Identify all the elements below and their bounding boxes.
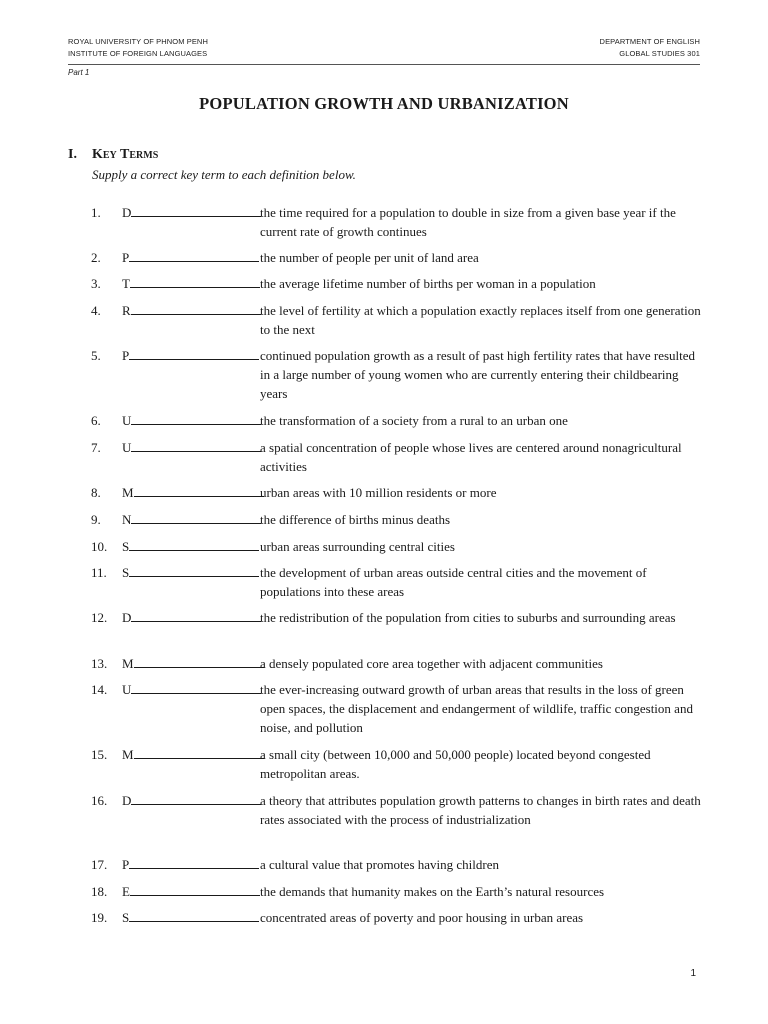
first-letter-hint: M — [122, 656, 134, 671]
item-number: 14. — [91, 682, 108, 697]
term-definition: continued population growth as a result of past high fertility rates that have resulted in a large number of young women who are currently entering their childbearing years — [260, 348, 696, 401]
item-number: 6. — [91, 413, 101, 428]
blank-line[interactable] — [131, 438, 261, 452]
answer-blank[interactable] — [122, 274, 260, 293]
first-letter-hint: T — [122, 276, 130, 291]
blank-line[interactable] — [131, 791, 261, 805]
first-letter-hint: M — [122, 747, 134, 762]
answer-blank[interactable] — [122, 203, 261, 222]
item-number: 3. — [91, 276, 101, 291]
answer-blank[interactable] — [122, 855, 259, 874]
item-number: 1. — [91, 205, 101, 220]
blank-line[interactable] — [129, 248, 259, 262]
course-name: GLOBAL STUDIES 301 — [619, 49, 700, 58]
first-letter-hint: P — [122, 348, 130, 363]
item-number: 19. — [91, 910, 108, 925]
term-definition: urban areas with 10 million residents or more — [260, 485, 497, 500]
first-letter-hint: U — [122, 413, 132, 428]
blank-line[interactable] — [131, 608, 261, 622]
header-right — [600, 36, 700, 60]
item-number: 11. — [91, 565, 107, 580]
blank-line[interactable] — [129, 346, 259, 360]
section-title: Key Terms — [92, 147, 159, 162]
page-number: 1 — [690, 968, 696, 979]
document-title: POPULATION GROWTH AND URBANIZATION — [199, 94, 569, 113]
first-letter-hint: S — [122, 565, 130, 580]
page-header — [68, 36, 700, 60]
first-letter-hint: R — [122, 303, 131, 318]
first-letter-hint: M — [122, 485, 134, 500]
blank-line[interactable] — [131, 411, 261, 425]
first-letter-hint: N — [122, 512, 132, 527]
term-definition: the transformation of a society from a rural to an urban one — [260, 413, 568, 428]
item-number: 16. — [91, 793, 108, 808]
answer-blank[interactable] — [122, 537, 259, 556]
first-letter-hint: D — [122, 610, 132, 625]
term-definition: the development of urban areas outside central cities and the movement of populations into these areas — [260, 565, 647, 599]
term-definition: the demands that humanity makes on the Earth’s natural resources — [260, 884, 605, 899]
item-number: 17. — [91, 857, 108, 872]
term-definition: a theory that attributes population growth patterns to changes in birth rates and death rates associated with the process of industrialization — [260, 793, 701, 827]
term-definition: the time required for a population to double in size from a given base year if the current rate of growth continues — [260, 205, 676, 239]
section-instruction: Supply a correct key term to each definition below. — [92, 167, 356, 182]
answer-blank[interactable] — [122, 680, 261, 699]
item-number: 18. — [91, 884, 108, 899]
blank-line[interactable] — [130, 274, 260, 288]
item-number: 2. — [91, 250, 101, 265]
item-number: 12. — [91, 610, 108, 625]
term-definition: a small city (between 10,000 and 50,000 people) located beyond congested metropolitan areas. — [260, 747, 651, 781]
term-definition: the difference of births minus deaths — [260, 512, 451, 527]
answer-blank[interactable] — [122, 411, 261, 430]
institute-name: INSTITUTE OF FOREIGN LANGUAGES — [68, 49, 208, 58]
term-definition: the average lifetime number of births per woman in a population — [260, 276, 596, 291]
header-left — [68, 36, 208, 60]
answer-blank[interactable] — [122, 346, 259, 365]
blank-line[interactable] — [131, 203, 261, 217]
blank-line[interactable] — [130, 882, 260, 896]
blank-line[interactable] — [131, 301, 261, 315]
first-letter-hint: S — [122, 539, 130, 554]
first-letter-hint: E — [122, 884, 130, 899]
answer-blank[interactable] — [122, 248, 259, 267]
answer-blank[interactable] — [122, 301, 261, 320]
item-number: 5. — [91, 348, 101, 363]
first-letter-hint: D — [122, 793, 132, 808]
item-number: 4. — [91, 303, 101, 318]
term-definition: urban areas surrounding central cities — [260, 539, 455, 554]
blank-line[interactable] — [129, 855, 259, 869]
blank-line[interactable] — [129, 908, 259, 922]
answer-blank[interactable] — [122, 745, 264, 764]
blank-line[interactable] — [131, 680, 261, 694]
header-divider — [68, 64, 700, 65]
blank-line[interactable] — [134, 745, 264, 759]
blank-line[interactable] — [131, 510, 261, 524]
answer-blank[interactable] — [122, 563, 259, 582]
item-number: 10. — [91, 539, 108, 554]
term-definition: the number of people per unit of land area — [260, 250, 479, 265]
first-letter-hint: D — [122, 205, 132, 220]
answer-blank[interactable] — [122, 483, 264, 502]
blank-line[interactable] — [134, 654, 264, 668]
item-number: 9. — [91, 512, 101, 527]
blank-line[interactable] — [129, 537, 259, 551]
section-number: I. — [68, 147, 77, 162]
university-name: ROYAL UNIVERSITY OF PHNOM PENH — [68, 37, 208, 46]
term-definition: a densely populated core area together with adjacent communities — [260, 656, 603, 671]
answer-blank[interactable] — [122, 654, 264, 673]
answer-blank[interactable] — [122, 791, 261, 810]
first-letter-hint: S — [122, 910, 130, 925]
term-definition: the redistribution of the population from cities to suburbs and surrounding areas — [260, 610, 676, 625]
answer-blank[interactable] — [122, 882, 260, 901]
first-letter-hint: P — [122, 857, 130, 872]
term-definition: a spatial concentration of people whose lives are centered around nonagricultural activities — [260, 440, 682, 474]
first-letter-hint: U — [122, 682, 132, 697]
part-label: Part 1 — [68, 68, 90, 77]
term-definition: concentrated areas of poverty and poor housing in urban areas — [260, 910, 584, 925]
answer-blank[interactable] — [122, 908, 259, 927]
term-definition: a cultural value that promotes having children — [260, 857, 499, 872]
term-definition: the ever-increasing outward growth of urban areas that results in the loss of green open spaces, the displacement and endangerment of wildlife, traffic congestion and noise, and pollution — [260, 682, 693, 735]
answer-blank[interactable] — [122, 438, 261, 457]
blank-line[interactable] — [129, 563, 259, 577]
item-number: 13. — [91, 656, 108, 671]
item-number: 15. — [91, 747, 108, 762]
item-number: 8. — [91, 485, 101, 500]
blank-line[interactable] — [134, 483, 264, 497]
department-name: DEPARTMENT OF ENGLISH — [599, 37, 700, 46]
answer-blank[interactable] — [122, 608, 261, 627]
term-definition: the level of fertility at which a population exactly replaces itself from one generation to the next — [260, 303, 701, 337]
first-letter-hint: U — [122, 440, 132, 455]
item-number: 7. — [91, 440, 101, 455]
answer-blank[interactable] — [122, 510, 261, 529]
first-letter-hint: P — [122, 250, 130, 265]
